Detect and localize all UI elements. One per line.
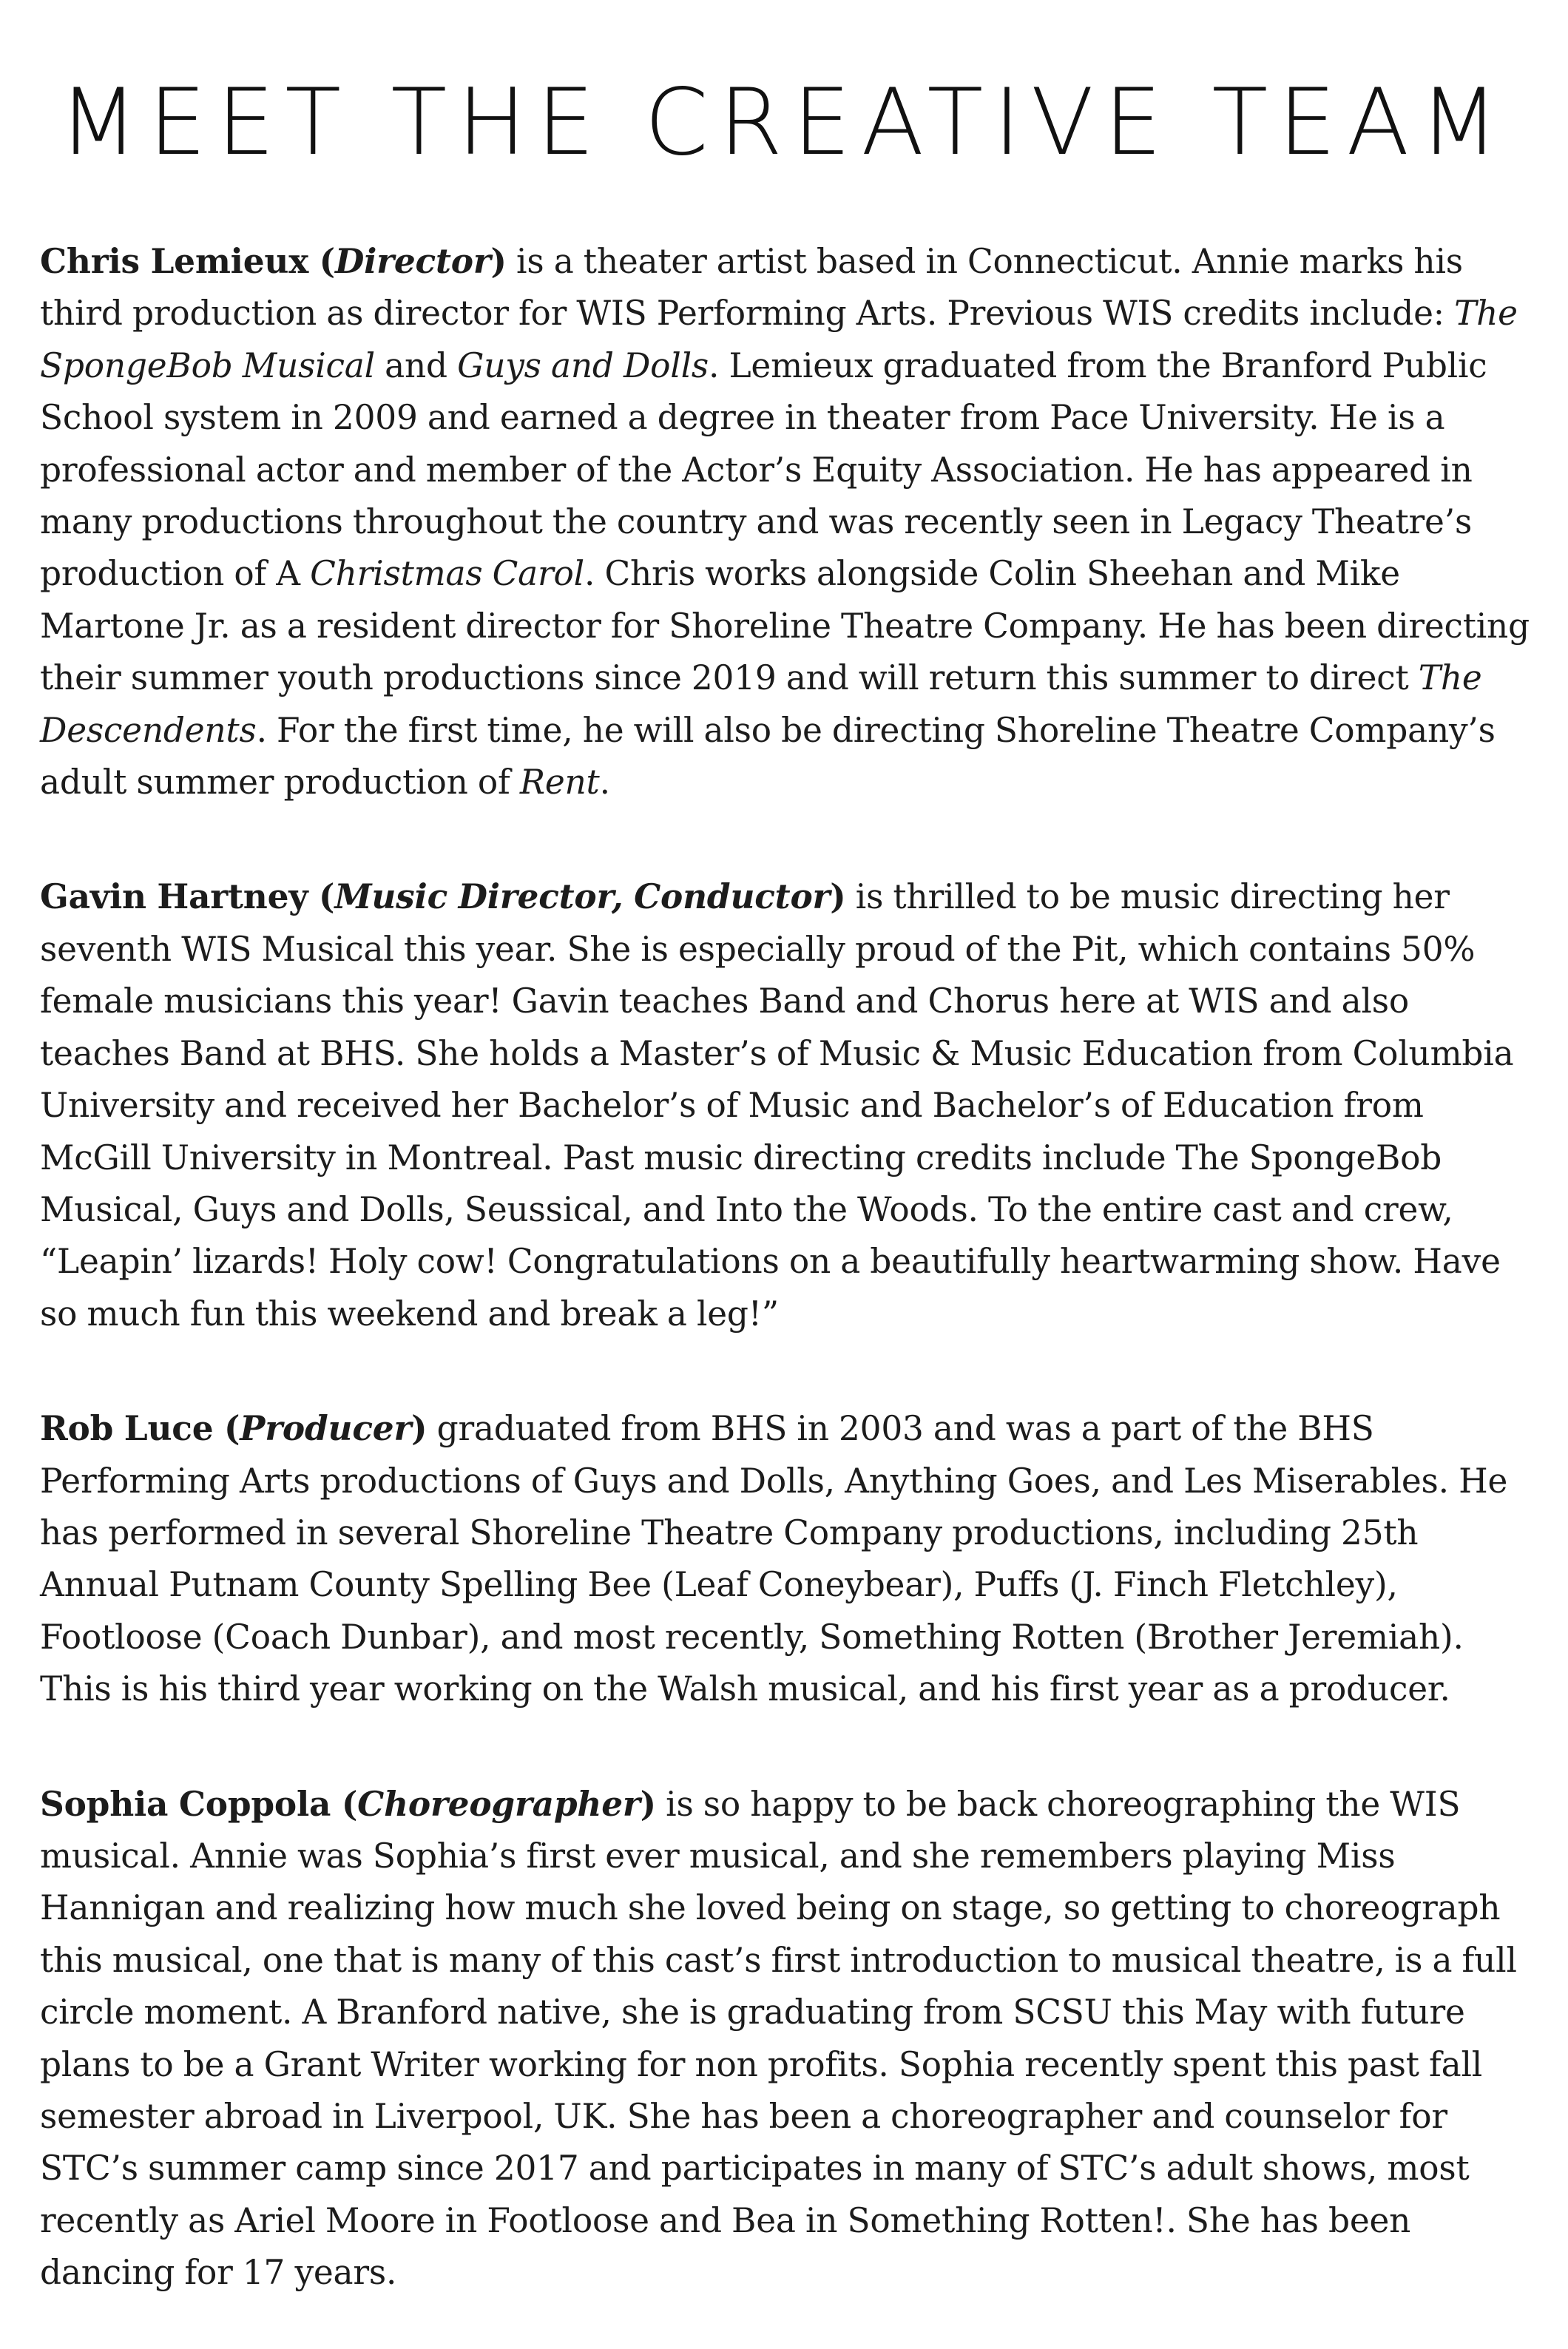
bio-text: is so happy to be back choreographing the WIS musical. Annie was Sophia’s first ever musical, and she remembers playing Miss Hannigan and realizing how much she loved being on stage, so getting to choreograph this musical, one that is many of this cast’s first introduction to musical theatre, is a full circle moment. A Branford native, she is graduating from SCSU this May with future plans to be a Grant Writer working for non profits. Sophia recently spent this past fall semester abroad in Liverpool, UK. She has been a choreographer and counselor for STC’s summer camp since 2017 and participates in many of STC’s adult shows, most recently as Ariel Moore in Footloose and Bea in Something Rotten!. She has been dancing for 17 years.	[40, 1784, 1517, 2293]
role-open-paren: (	[308, 241, 335, 281]
role-close-paren: )	[490, 241, 507, 281]
role-open-paren: (	[308, 876, 335, 917]
bio-text: .	[599, 763, 610, 802]
role-close-paren: )	[411, 1408, 428, 1449]
bio-name: Gavin Hartney	[40, 876, 308, 917]
bio-text: graduated from BHS in 2003 and was a part of the BHS Performing Arts productions of Guys and Dolls, Anything Goes, and Les Miserables. He has performed in several Shoreline Theatre Company productions, including 25th Annual Putnam County Spelling Bee (Leaf Coneybear), Puffs (J. Finch Fletchley), Footloose (Coach Dunbar), and most recently, Something Rotten (Brother Jeremiah). This is his third year working on the Walsh musical, and his first year as a producer.	[40, 1409, 1508, 1709]
bio-body	[40, 242, 1530, 802]
bio-text: is a theater artist based in Connecticut. Annie marks his third production as director for WIS Performing Arts. Previous WIS credits include:	[40, 242, 1463, 334]
bio-role: Director	[334, 241, 491, 281]
bio-list	[40, 235, 1532, 2299]
role-close-paren: )	[830, 876, 846, 917]
bio-chris-lemieux	[40, 235, 1532, 808]
bio-text: is thrilled to be music directing her seventh WIS Musical this year. She is especially proud of the Pit, which contains 50% female musicians this year! Gavin teaches Band and Chorus here at WIS and also teaches Band at BHS. She holds a Master’s of Music & Music Education from Columbia University and received her Bachelor’s of Music and Bachelor’s of Education from McGill University in Montreal. Past music directing credits include The SpongeBob Musical, Guys and Dolls, Seussical, and Into the Woods. To the entire cast and crew, “Leapin’ lizards! Holy cow! Congratulations on a beautifully heartwarming show. Have so much fun this weekend and break a leg!”	[40, 877, 1514, 1334]
bio-role: Music Director, Conductor	[334, 876, 831, 917]
bio-name: Sophia Coppola	[40, 1783, 331, 1824]
role-close-paren: )	[640, 1783, 656, 1824]
bio-rob-luce	[40, 1402, 1532, 1715]
page-title: MEET THE CREATIVE TEAM	[58, 70, 1510, 176]
bio-text: . Chris works alongside Colin Sheehan and Mike Martone Jr. as a resident director for Shoreline Theatre Company. He has been directing their summer youth productions since 2019 and will return this summer to direct	[40, 554, 1530, 698]
bio-role: Choreographer	[357, 1783, 641, 1824]
bio-title-italic: Christmas Carol	[310, 554, 584, 594]
bio-title-italic: Rent	[519, 763, 600, 802]
bio-name: Rob Luce	[40, 1408, 214, 1449]
bio-text: and	[374, 345, 458, 385]
bio-sophia-coppola	[40, 1778, 1532, 2299]
bio-name: Chris Lemieux	[40, 241, 309, 281]
role-open-paren: (	[331, 1783, 358, 1824]
bio-text: . For the first time, he will also be directing Shoreline Theatre Company’s adult summer production of	[40, 710, 1496, 802]
bio-body	[40, 1785, 1517, 2293]
bio-body	[40, 877, 1513, 1333]
bio-body	[40, 1409, 1507, 1708]
bio-text: . Lemieux graduated from the Branford Public School system in 2009 and earned a degree in theater from Pace University. He is a professional actor and member of the Actor’s Equity Association. He has appeared in many productions throughout the country and was recently seen in Legacy Theatre’s production of A	[40, 345, 1487, 594]
bio-title-italic: Guys and Dolls	[457, 345, 709, 385]
bio-title-italic: The SpongeBob Musical	[40, 294, 1518, 385]
bio-role: Producer	[240, 1408, 412, 1449]
bio-title-italic: The Descendents	[40, 658, 1482, 750]
role-open-paren: (	[213, 1408, 240, 1449]
bio-gavin-hartney	[40, 871, 1532, 1340]
